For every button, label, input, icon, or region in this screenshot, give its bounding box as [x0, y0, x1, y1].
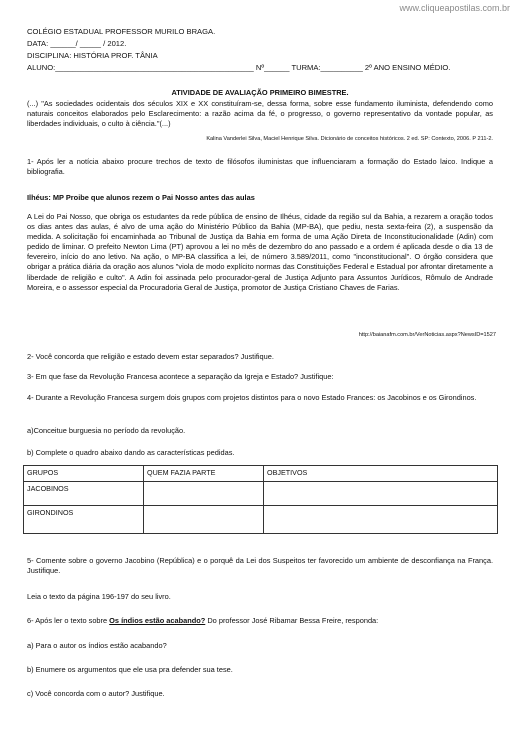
subject-line: DISCIPLINA: HISTÓRIA PROF. TÂNIA	[27, 51, 158, 60]
quote-citation: Kalina Vanderlei Silva, Maciel Henrique Silva. Dicionário de conceitos históricos. 2 ed. SP: Contexto, 2006. P 211-2.	[206, 136, 493, 142]
question-6b: b) Enumere os argumentos que ele usa pra defender sua tese.	[27, 665, 233, 674]
question-5: 5- Comente sobre o governo Jacobino (República) e o porquê da Lei dos Suspeitos ter favorecido um ambiente de desconfiança na França. Justifique.	[27, 556, 493, 576]
question-3: 3- Em que fase da Revolução Francesa acontece a separação da Igreja e Estado? Justifique:	[27, 372, 334, 381]
row-label-jacobinos: JACOBINOS	[24, 482, 144, 506]
answer-cell[interactable]	[264, 506, 498, 534]
question-1: 1- Após ler a notícia abaixo procure trechos de texto de filósofos iluministas que influenciaram a formação do Estado laico. Indique a bibliografia.	[27, 157, 493, 177]
table-header-row	[24, 466, 498, 482]
reading-instruction: Leia o texto da página 196-197 do seu livro.	[27, 592, 171, 601]
row-label-girondinos: GIRONDINOS	[24, 506, 144, 534]
header-objectives: OBJETIVOS	[264, 466, 498, 482]
table-row	[24, 506, 498, 534]
question-4: 4- Durante a Revolução Francesa surgem dois grupos com projetos distintos para o novo Estado Frances: os Jacobinos e os Girondinos.	[27, 393, 477, 402]
header-members: QUEM FAZIA PARTE	[144, 466, 264, 482]
question-2: 2- Você concorda que religião e estado devem estar separados? Justifique.	[27, 352, 274, 361]
answer-cell[interactable]	[264, 482, 498, 506]
school-name: COLÉGIO ESTADUAL PROFESSOR MURILO BRAGA.	[27, 27, 216, 36]
question-6-text-title: Os índios estão acabando?	[109, 616, 206, 625]
question-6	[27, 616, 493, 626]
date-line: DATA: ______/ _____ / 2012.	[27, 39, 127, 48]
news-body: A Lei do Pai Nosso, que obriga os estudantes da rede pública de ensino de Ilhéus, cidade da região sul da Bahia, a rezarem a oração todos os dias antes das aulas, é alvo de uma ação do Ministério Público da Bahia (MP-BA), que pediu, nesta sexta-feira (2), a suspensão da medida. A solicitação foi encaminhada ao Tribunal de Justiça da Bahia em forma de uma Ação Direta de Inconstitucionalidade (Adin) com pedido de liminar. O prefeito Newton Lima (PT) aprovou a lei no mês de dezembro do ano passado e a ordem é aplicada desde o dia 13 de fevereiro, início do ano letivo. Na ação, o MP-BA classifica a lei, de número 3.589/2011, como "inconstitucional". O órgão considera que obrigar a prática diária da oração aos alunos "viola de modo explícito normas das Constituições Federal e Estadual por afrontar diretamente a liberdade de religião e culto". A Adin foi assinada pelo procurador-geral de Justiça Adjunto para Assuntos Jurídicos, Rômulo de Andrade Moreira, e o assessor especial da Procuradoria Geral de Justiça, promotor de Justiça Cristiano Chaves de Farias.	[27, 212, 493, 292]
opening-quote: (...) "As sociedades ocidentais dos séculos XIX e XX constituíram-se, dessa forma, sobre esse fundamento iluminista, defendendo como naturais conceitos elaborados pelo Esclarecimento: a razão acima da fé, o progresso, o governo representativo da vontade popular, as liberdades individuais, o culto à ciência."(...)	[27, 99, 493, 129]
student-line: ALUNO:_______________________________________________ Nº______ TURMA:__________ 2º ANO ENSINO MÉDIO.	[27, 63, 451, 72]
news-title: Ilhéus: MP Proibe que alunos rezem o Pai Nosso antes das aulas	[27, 193, 255, 202]
question-6-lead: 6- Após ler o texto sobre	[27, 616, 110, 625]
question-4b: b) Complete o quadro abaixo dando as características pedidas.	[27, 448, 235, 457]
table-row	[24, 482, 498, 506]
groups-table	[23, 465, 498, 534]
answer-cell[interactable]	[144, 482, 264, 506]
page-title: ATIVIDADE DE AVALIAÇÃO PRIMEIRO BIMESTRE.	[171, 88, 349, 97]
header-groups: GRUPOS	[24, 466, 144, 482]
question-6a: a) Para o autor os índios estão acabando?	[27, 641, 167, 650]
question-6-tail: Do professor José Ribamar Bessa Freire, responda:	[205, 616, 379, 625]
site-watermark: www.cliqueapostilas.com.br	[399, 3, 510, 13]
news-source-url: http://baianafm.com.br/VerNoticias.aspx?NewsID=1527	[358, 332, 496, 338]
answer-cell[interactable]	[144, 506, 264, 534]
question-4a: a)Conceitue burguesia no período da revolução.	[27, 426, 186, 435]
question-6c: c) Você concorda com o autor? Justifique.	[27, 689, 165, 698]
